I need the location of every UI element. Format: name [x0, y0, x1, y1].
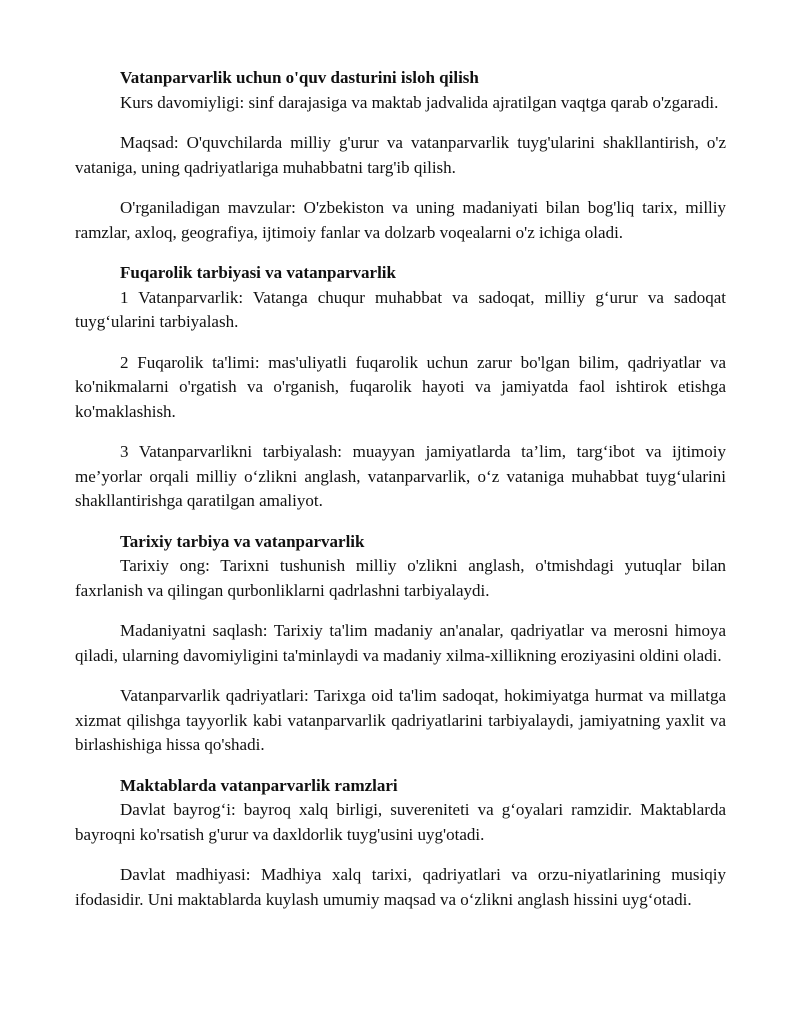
section-civic-education	[75, 261, 726, 514]
paragraph: 1 Vatanparvarlik: Vatanga chuqur muhabbat va sadoqat, milliy g‘urur va sadoqat tuyg‘ularini tarbiyalash.	[75, 287, 726, 331]
paragraph: Davlat madhiyasi: Madhiya xalq tarixi, qadriyatlari va orzu-niyatlarining musiqiy ifodasidir. Uni maktablarda kuylash umumiy maqsad va o‘zlikni anglash hissini uyg‘otadi.	[75, 865, 726, 909]
paragraph: Kurs davomiyligi: sinf darajasiga va maktab jadvalida ajratilgan vaqtga qarab o'zgaradi.	[120, 92, 719, 112]
section-heading: Tarixiy tarbiya va vatanparvarlik	[120, 531, 365, 551]
paragraph: Vatanparvarlik qadriyatlari: Tarixga oid ta'lim sadoqat, hokimiyatga hurmat va millatga xizmat qilishga tayyorlik kabi vatanparvarlik qadriyatlarini tarbiyalaydi, jamiyatning yaxlit va birlashishiga hissa qo'shadi.	[75, 686, 726, 754]
section-patriotic-symbols	[75, 774, 726, 913]
document-page	[75, 66, 726, 912]
paragraph: Maqsad: O'quvchilarda milliy g'urur va vatanparvarlik tuyg'ularini shakllantirish, o'z vataniga, uning qadriyatlariga muhabbatni targ'ib qilish.	[75, 133, 726, 177]
section-heading: Vatanparvarlik uchun o'quv dasturini isloh qilish	[120, 68, 479, 87]
section-curriculum-reform	[75, 66, 726, 245]
paragraph: 2 Fuqarolik ta'limi: mas'uliyatli fuqarolik uchun zarur bo'lgan bilim, qadriyatlar va ko'nikmalarni o'rgatish va o'rganish, fuqarolik hayoti va jamiyatda faol ishtirok etishga ko'maklashish.	[75, 352, 726, 421]
paragraph: Davlat bayrog‘i: bayroq xalq birligi, suvereniteti va g‘oyalari ramzidir. Maktablarda bayroqni ko'rsatish g'urur va daxldorlik tuyg'usini uyg'otadi.	[75, 800, 726, 844]
paragraph: Madaniyatni saqlash: Tarixiy ta'lim madaniy an'analar, qadriyatlar va merosni himoya qiladi, ularning davomiyligini ta'minlaydi va madaniy xilma-xillikning eroziyasini oldini oladi.	[75, 621, 726, 665]
paragraph: O'rganiladigan mavzular: O'zbekiston va uning madaniyati bilan bog'liq tarix, milliy ramzlar, axloq, geografiya, ijtimoiy fanlar va dolzarb voqealarni o'z ichiga oladi.	[75, 198, 726, 242]
paragraph: 3 Vatanparvarlikni tarbiyalash: muayyan jamiyatlarda ta’lim, targ‘ibot va ijtimoiy me’yorlar orqali milliy o‘zlikni anglash, vatanparvarlik, o‘z vataniga muhabbat tuyg‘ularini shakllantirishga qaratilgan amaliyot.	[75, 442, 726, 510]
paragraph: Tarixiy ong: Tarixni tushunish milliy o'zlikni anglash, o'tmishdagi yutuqlar bilan faxrlanish va qilingan qurbonliklarni qadrlashni tarbiyalaydi.	[75, 556, 726, 600]
section-heading: Fuqarolik tarbiyasi va vatanparvarlik	[120, 263, 396, 282]
section-historical-education	[75, 530, 726, 758]
section-heading: Maktablarda vatanparvarlik ramzlari	[120, 775, 398, 795]
